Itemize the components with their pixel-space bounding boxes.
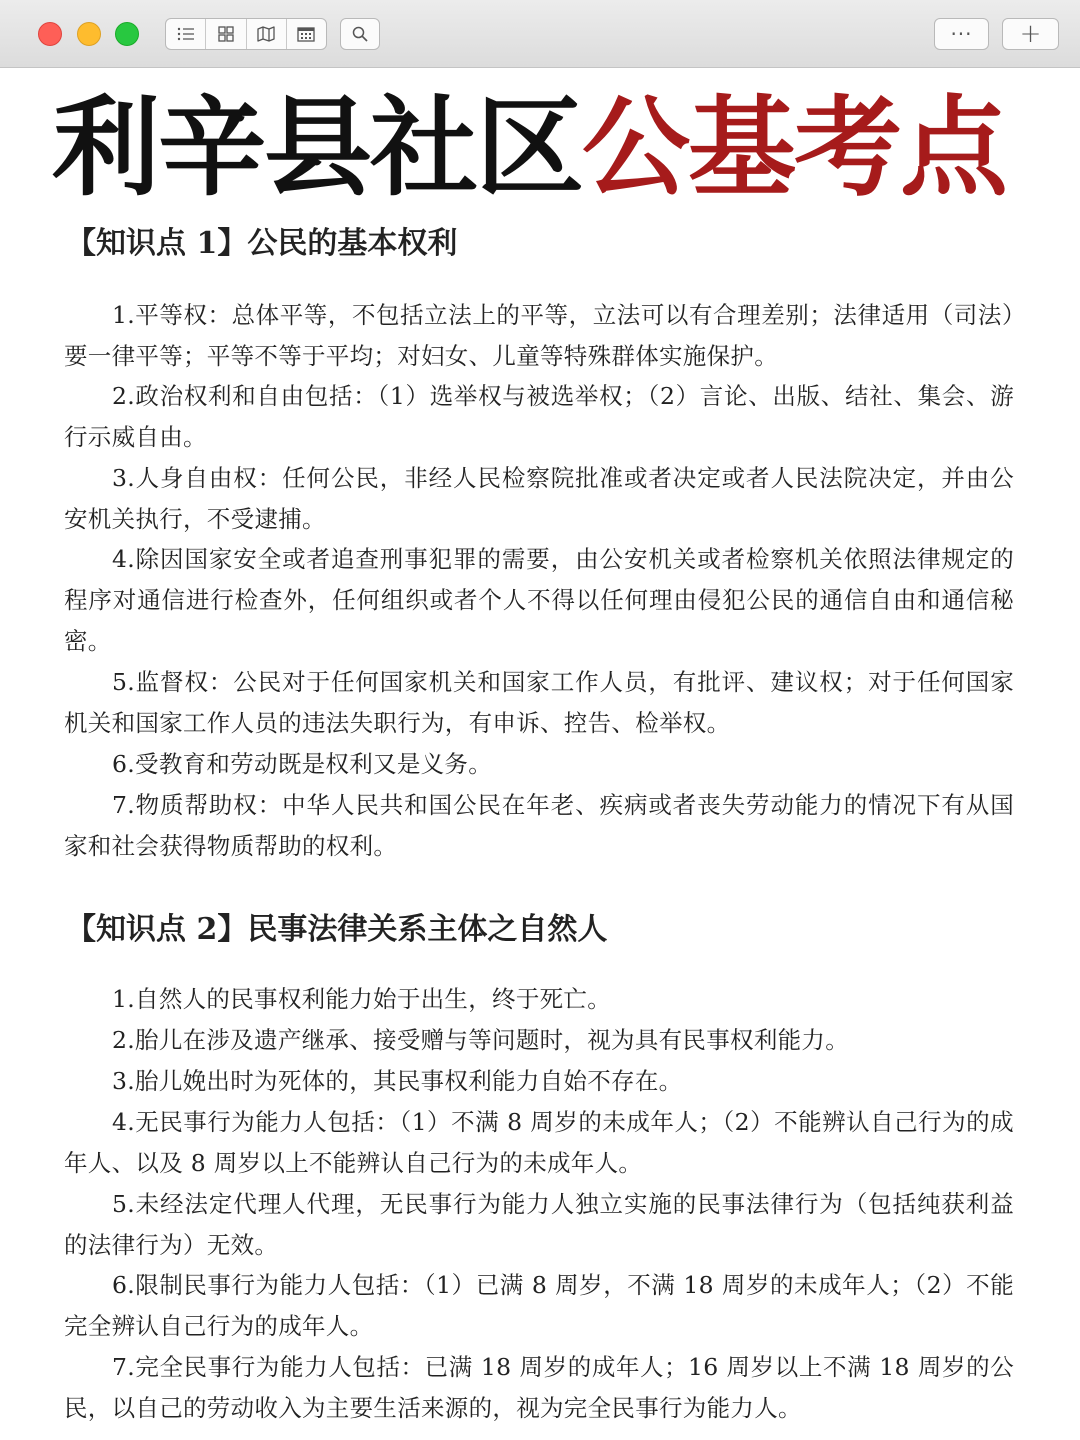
grid-icon bbox=[218, 26, 234, 42]
section1-paragraph-6: 6.受教育和劳动既是权利又是义务。 bbox=[112, 750, 493, 778]
map-icon bbox=[257, 26, 275, 42]
window-toolbar bbox=[0, 0, 1080, 68]
section2-paragraph-7: 7.完全民事行为能力人包括：已满 18 周岁的成年人；16 周岁以上不满 18 周岁的公民，以自己的劳动收入为主要生活来源的，视为完全民事行为能力人。 bbox=[64, 1353, 1014, 1422]
section2-paragraph-1: 1.自然人的民事权利能力始于出生，终于死亡。 bbox=[112, 985, 612, 1013]
title-black-part: 利辛县社区 bbox=[52, 86, 583, 211]
section1-paragraph-5: 5.监督权：公民对于任何国家机关和国家工作人员，有批评、建议权；对于任何国家机关和国家工作人员的违法失职行为，有申诉、控告、检举权。 bbox=[64, 668, 1014, 737]
section1-paragraph-7: 7.物质帮助权：中华人民共和国公民在年老、疾病或者丧失劳动能力的情况下有从国家和社会获得物质帮助的权利。 bbox=[64, 791, 1014, 860]
calendar-view-button[interactable] bbox=[287, 19, 326, 49]
section2-heading: 【知识点 2】民事法律关系主体之自然人 bbox=[66, 912, 608, 947]
section1-heading: 【知识点 1】公民的基本权利 bbox=[66, 226, 458, 261]
calendar-icon bbox=[297, 26, 315, 42]
section2-paragraph-6: 6.限制民事行为能力人包括：（1）已满 8 周岁，不满 18 周岁的未成年人；（2）不能完全辨认自己行为的成年人。 bbox=[64, 1271, 1014, 1340]
title-red-part: 公基考点 bbox=[582, 86, 1007, 211]
section2-paragraph-5: 5.未经法定代理人代理，无民事行为能力人独立实施的民事法律行为（包括纯获利益的法律行为）无效。 bbox=[64, 1190, 1014, 1259]
search-button[interactable] bbox=[340, 18, 380, 50]
list-icon bbox=[177, 26, 195, 42]
section1-paragraph-3: 3.人身自由权：任何公民，非经人民检察院批准或者决定或者人民法院决定，并由公安机关执行，不受逮捕。 bbox=[64, 464, 1014, 533]
section1-paragraph-2: 2.政治权利和自由包括：（1）选举权与被选举权；（2）言论、出版、结社、集会、游行示威自由。 bbox=[64, 382, 1014, 451]
section2-paragraph-4: 4.无民事行为能力人包括：（1）不满 8 周岁的未成年人；（2）不能辨认自己行为的成年人、以及 8 周岁以上不能辨认自己行为的未成年人。 bbox=[64, 1108, 1014, 1177]
section1-paragraph-1: 1.平等权：总体平等，不包括立法上的平等，立法可以有合理差别；法律适用（司法）要一律平等；平等不等于平均；对妇女、儿童等特殊群体实施保护。 bbox=[64, 301, 1014, 370]
page-title bbox=[52, 84, 1052, 214]
zoom-window-button[interactable] bbox=[115, 22, 139, 46]
add-button[interactable]: + bbox=[1002, 18, 1059, 50]
close-window-button[interactable] bbox=[38, 22, 62, 46]
search-icon bbox=[352, 26, 368, 42]
minimize-window-button[interactable] bbox=[77, 22, 101, 46]
section2-paragraph-3: 3.胎儿娩出时为死体的，其民事权利能力自始不存在。 bbox=[112, 1067, 683, 1095]
grid-view-button[interactable] bbox=[206, 19, 246, 49]
section1-paragraph-4: 4.除因国家安全或者追查刑事犯罪的需要，由公安机关或者检察机关依照法律规定的程序对通信进行检查外，任何组织或者个人不得以任何理由侵犯公民的通信自由和通信秘密。 bbox=[64, 545, 1014, 655]
more-options-button[interactable]: ··· bbox=[934, 18, 989, 50]
view-mode-segmented-control bbox=[165, 18, 327, 50]
map-view-button[interactable] bbox=[247, 19, 287, 49]
list-view-button[interactable] bbox=[166, 19, 206, 49]
section2-paragraph-2: 2.胎儿在涉及遗产继承、接受赠与等问题时，视为具有民事权利能力。 bbox=[112, 1026, 850, 1054]
